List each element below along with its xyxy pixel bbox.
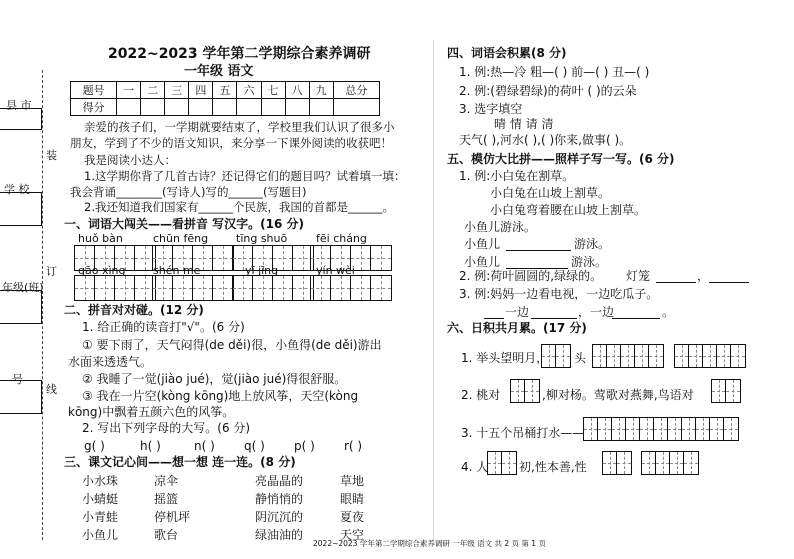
match-item[interactable]: 停机坪 <box>154 510 191 524</box>
section-3-title: 三、课文记心间——想一想 连一连。(8 分) <box>64 455 296 469</box>
score-input[interactable] <box>309 99 333 116</box>
score-input[interactable] <box>213 99 237 116</box>
page-title: 2022~2023 学年第二学期综合素养调研 <box>108 46 371 62</box>
answer-line[interactable] <box>531 318 577 319</box>
pinyin-label: chūn fēng <box>153 232 209 245</box>
score-cell: 六 <box>237 82 261 99</box>
score-cell: 总分 <box>333 82 379 99</box>
match-item[interactable]: 凉伞 <box>154 474 179 488</box>
match-item[interactable]: 摇篮 <box>154 492 179 506</box>
s2-line-2: 水面来透透气。 <box>68 355 153 369</box>
letter-blank[interactable]: n( ) <box>194 439 215 453</box>
pinyin-label: huǒ bàn <box>78 232 123 245</box>
section-1-title: 一、词语大闯关——看拼音 写汉字。(16 分) <box>64 217 305 231</box>
tianzige-grid[interactable] <box>74 275 156 301</box>
intro-line-5[interactable]: 我会背诵________(写诗人)写的______(写题目) <box>70 185 307 199</box>
score-cell: 九 <box>309 82 333 99</box>
match-item[interactable]: 阴沉沉的 <box>255 510 304 524</box>
pinyin-label: tīng shuō <box>236 232 288 245</box>
intro-line-1: 亲爱的孩子们，一学期就要结束了，学校里我们认识了很多小 <box>84 120 395 134</box>
match-item[interactable]: 眼睛 <box>340 492 365 506</box>
writing-grid[interactable] <box>592 344 664 368</box>
s4-line-3: 3. 选字填空 <box>459 102 523 116</box>
score-input[interactable] <box>165 99 189 116</box>
section-4-title: 四、词语会积累(8 分) <box>447 46 567 60</box>
county-label: 县 市 <box>6 99 32 112</box>
writing-grid[interactable] <box>541 344 571 368</box>
s4-line-1[interactable]: 1. 例:热—冷 粗—( ) 前—( ) 丑—( ) <box>459 65 650 79</box>
s6-line-3: 3. 十五个吊桶打水—— <box>461 426 585 440</box>
score-table-score-row <box>71 99 380 116</box>
s6-line-1b: 头 <box>574 351 587 365</box>
score-table <box>70 81 380 116</box>
s5-line-3: 小白兔弯着腰在山坡上割草。 <box>490 203 647 217</box>
pinyin-label: shén me <box>153 264 201 277</box>
writing-grid[interactable] <box>602 451 632 475</box>
section-2-title: 二、拼音对对碰。(12 分) <box>64 303 204 317</box>
match-item[interactable]: 天空 <box>340 528 365 542</box>
pinyin-label: yín wèi <box>316 264 355 277</box>
score-cell: 五 <box>213 82 237 99</box>
s2-line-4[interactable]: ③ 我在一片空(kòng kōng)地上放风筝，天空(kòng <box>82 389 359 403</box>
score-cell: 三 <box>165 82 189 99</box>
match-item[interactable]: 草地 <box>340 474 365 488</box>
match-item[interactable]: 亮晶晶的 <box>255 474 304 488</box>
answer-line[interactable] <box>709 282 749 283</box>
score-cell: 八 <box>285 82 309 99</box>
score-cell: 题号 <box>71 82 117 99</box>
letter-blank[interactable]: q( ) <box>244 439 265 453</box>
pinyin-label: yī jīng <box>245 264 279 277</box>
tianzige-grid[interactable] <box>152 275 234 301</box>
tianzige-grid[interactable] <box>310 275 392 301</box>
match-item[interactable]: 绿油油的 <box>255 528 304 542</box>
pinyin-label: gāo xìng <box>78 264 126 277</box>
score-input[interactable] <box>261 99 285 116</box>
answer-line[interactable] <box>484 318 504 319</box>
school-box[interactable] <box>0 192 42 226</box>
letter-blank[interactable]: h( ) <box>140 439 161 453</box>
s5-line-9c: 。 <box>662 305 675 319</box>
score-cell: 七 <box>261 82 285 99</box>
pinyin-label: fēi cháng <box>316 232 367 245</box>
s5-line-7c: ， <box>697 269 710 283</box>
s2-question-1: 1. 给正确的读音打"√"。(6 分) <box>82 320 245 334</box>
answer-line[interactable] <box>656 282 696 283</box>
writing-grid[interactable] <box>711 379 741 403</box>
score-input[interactable] <box>237 99 261 116</box>
match-item[interactable]: 小蜻蜓 <box>82 492 119 506</box>
writing-grid[interactable] <box>641 451 699 475</box>
s6-line-2a: 2. 桃对 <box>461 388 501 402</box>
score-cell: 一 <box>117 82 141 99</box>
intro-line-3: 我是阅读小达人： <box>84 153 176 167</box>
s5-line-9a: 一边 <box>505 305 530 319</box>
intro-line-4: 1.这学期你背了几首古诗？还记得它们的题目吗？试着填一填： <box>84 169 406 183</box>
s5-line-7: 2. 例:荷叶圆圆的,绿绿的。 <box>459 269 603 283</box>
zhuang-char: 装 <box>46 149 57 162</box>
answer-line[interactable] <box>506 250 571 251</box>
score-cell: 四 <box>189 82 213 99</box>
score-row-label: 得分 <box>71 99 117 116</box>
score-input[interactable] <box>189 99 213 116</box>
intro-line-6[interactable]: 2.我还知道我们国家有______个民族，我国的首都是______。 <box>84 200 394 214</box>
score-input[interactable] <box>285 99 309 116</box>
s5-line-9b: ，一边 <box>578 305 615 319</box>
s5-line-7b: 灯笼 <box>626 269 651 283</box>
match-item[interactable]: 歌台 <box>154 528 179 542</box>
intro-line-2: 朋友，学到了不少的语文知识，来分享一下课外阅读的收获吧！ <box>70 136 392 150</box>
score-cell: 二 <box>141 82 165 99</box>
s5-line-6b: 游泳。 <box>571 255 608 269</box>
answer-line[interactable] <box>612 318 660 319</box>
writing-grid[interactable] <box>583 417 739 441</box>
number-label: 号 <box>12 373 23 386</box>
match-item[interactable]: 小水珠 <box>82 474 119 488</box>
score-input[interactable] <box>117 99 141 116</box>
s5-line-5: 小鱼儿 <box>464 237 501 251</box>
score-table-header-row <box>71 82 380 99</box>
match-item[interactable]: 小青蛙 <box>82 510 119 524</box>
score-input[interactable] <box>141 99 165 116</box>
s2-line-5[interactable]: kōng)中飘着五颜六色的风筝。 <box>68 405 235 419</box>
letter-blank[interactable]: p( ) <box>294 439 315 453</box>
s2-line-3[interactable]: ② 我睡了一觉(jiào jué)，觉(jiào jué)得很舒服。 <box>82 372 347 386</box>
letter-blank[interactable]: r( ) <box>344 439 363 453</box>
page-footer: 2022~2023 学年第二学期综合素养调研 一年级 语文 共 2 页 第 1 页 <box>313 539 546 548</box>
s4-line-4[interactable]: 天气( ),河水( ),( )你来,做事( )。 <box>459 133 632 147</box>
s5-line-6: 小鱼儿 <box>464 255 501 269</box>
s6-line-2b: ,柳对杨。莺歌对燕舞,鸟语对 <box>542 388 694 402</box>
letter-blank[interactable]: g( ) <box>84 439 105 453</box>
binding-line <box>42 70 43 540</box>
writing-grid[interactable] <box>674 344 746 368</box>
class-label: 年级(班) <box>2 281 44 294</box>
writing-grid[interactable] <box>510 379 540 403</box>
s6-line-4b: 初,性本善,性 <box>519 460 587 474</box>
s5-line-2: 小白兔在山坡上割草。 <box>490 186 611 200</box>
match-item[interactable]: 小鱼儿 <box>82 528 119 542</box>
page-divider <box>433 40 434 540</box>
school-label: 学 校 <box>4 183 30 196</box>
match-item[interactable]: 夏夜 <box>340 510 365 524</box>
section-5-title: 五、模仿大比拼——照样子写一写。(6 分) <box>447 152 675 166</box>
score-input[interactable] <box>333 99 379 116</box>
s4-char-choices: 晴 情 请 清 <box>494 117 554 131</box>
s5-line-5b: 游泳。 <box>574 237 611 251</box>
s2-question-2: 2. 写出下列字母的大写。(6 分) <box>82 421 251 435</box>
class-box[interactable] <box>0 290 42 324</box>
writing-grid[interactable] <box>487 451 517 475</box>
s5-line-8: 3. 例:妈妈一边看电视，一边吃瓜子。 <box>459 287 659 301</box>
section-6-title: 六、日积共月累。(17 分) <box>447 321 587 335</box>
s6-line-4a: 4. 人 <box>461 460 489 474</box>
s4-line-2[interactable]: 2. 例:(碧绿碧绿)的荷叶 ( )的云朵 <box>459 84 637 98</box>
page-subtitle: 一年级 语文 <box>184 64 254 79</box>
tianzige-grid[interactable] <box>232 275 314 301</box>
xian-char: 线 <box>46 383 57 396</box>
s5-line-4: 小鱼儿游泳。 <box>464 220 537 234</box>
match-item[interactable]: 静悄悄的 <box>255 492 304 506</box>
ding-char: 订 <box>46 265 57 278</box>
s5-line-1: 1. 例:小白兔在割草。 <box>459 169 575 183</box>
s2-line-1[interactable]: ① 要下雨了，天气闷得(de děi)很，小鱼得(de děi)游出 <box>82 338 382 352</box>
s6-line-1a: 1. 举头望明月， <box>461 351 549 365</box>
